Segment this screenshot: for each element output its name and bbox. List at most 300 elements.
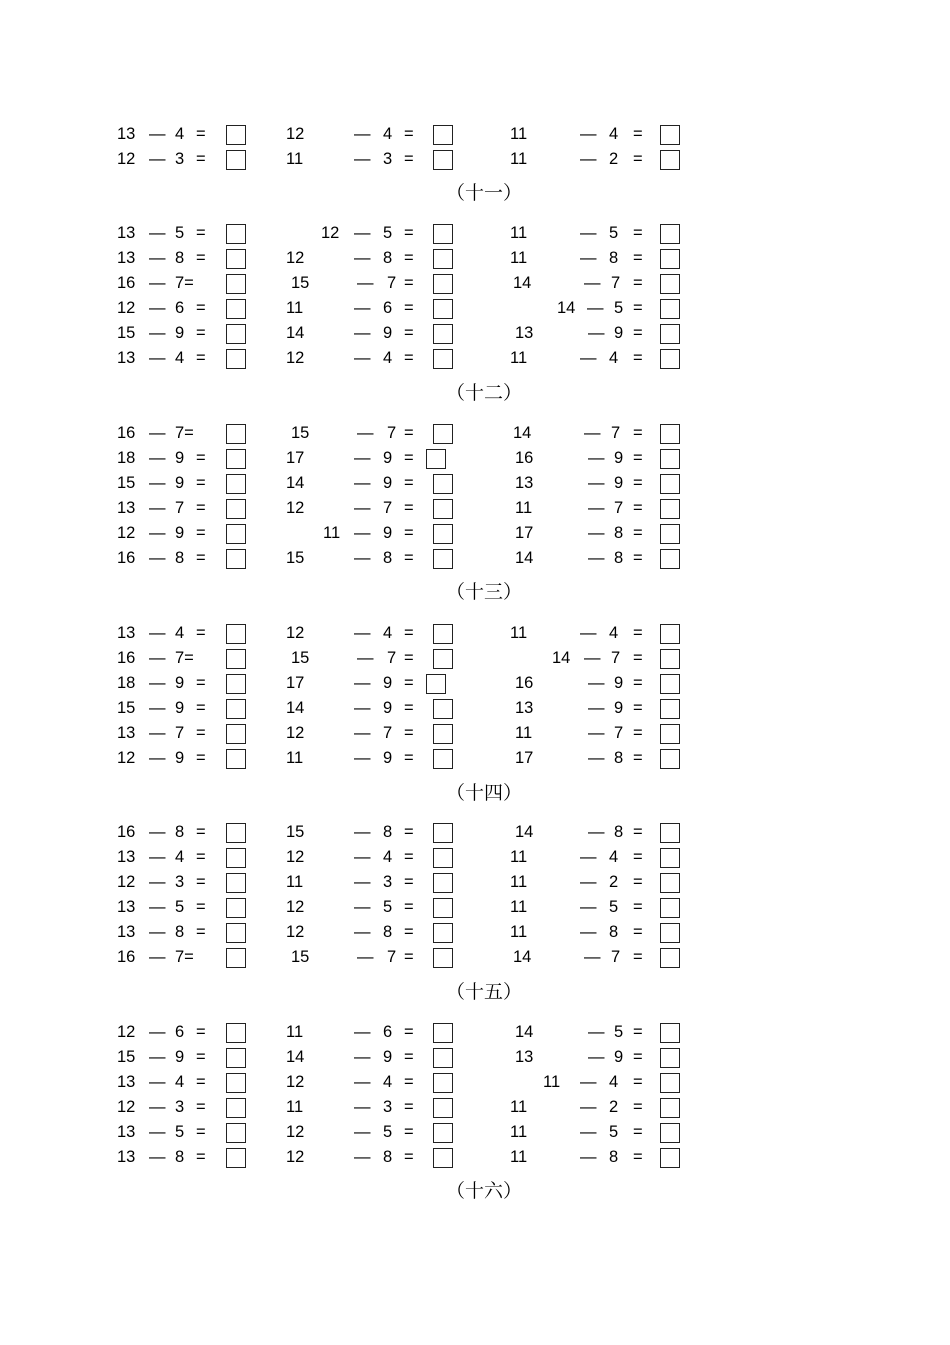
minus-sign: — — [354, 749, 371, 767]
subtrahend: 9 — [614, 474, 624, 492]
answer-box[interactable] — [433, 299, 453, 319]
subtrahend: 7 — [383, 724, 393, 742]
minus-sign: — — [354, 499, 371, 517]
answer-box[interactable] — [660, 249, 680, 269]
minus-sign: — — [149, 1073, 166, 1091]
equals-sign: = — [404, 299, 414, 317]
answer-box[interactable] — [226, 1123, 246, 1143]
subtrahend: 8 — [383, 1148, 393, 1166]
answer-box[interactable] — [433, 125, 453, 145]
minus-sign: — — [149, 1023, 166, 1041]
equals-sign: = — [633, 749, 643, 767]
minus-sign: — — [588, 1023, 605, 1041]
minus-sign: — — [149, 324, 166, 342]
minuend: 11 — [510, 873, 528, 891]
equals-sign: = — [196, 324, 206, 342]
answer-box[interactable] — [660, 1123, 680, 1143]
equals-sign: = — [196, 724, 206, 742]
equals-sign: = — [404, 324, 414, 342]
minuend: 12 — [117, 299, 136, 317]
minuend: 14 — [513, 424, 532, 442]
answer-box[interactable] — [660, 649, 680, 669]
minuend: 12 — [286, 1073, 305, 1091]
answer-box[interactable] — [660, 823, 680, 843]
minus-sign: — — [149, 224, 166, 242]
answer-box[interactable] — [660, 699, 680, 719]
minuend: 13 — [117, 1123, 136, 1141]
equals-sign: = — [404, 823, 414, 841]
equals-sign: = — [196, 499, 206, 517]
answer-box[interactable] — [426, 674, 446, 694]
answer-box[interactable] — [433, 224, 453, 244]
answer-box[interactable] — [226, 274, 246, 294]
minuend: 11 — [510, 624, 528, 642]
minus-sign: — — [580, 898, 597, 916]
answer-box[interactable] — [226, 674, 246, 694]
equals-sign: = — [196, 150, 206, 168]
minuend: 16 — [117, 424, 136, 442]
minus-sign: — — [149, 948, 166, 966]
equals-sign: = — [633, 249, 643, 267]
minuend: 17 — [515, 524, 534, 542]
answer-box[interactable] — [226, 823, 246, 843]
subtrahend: 7 — [611, 424, 621, 442]
minus-sign: — — [588, 324, 605, 342]
subtrahend: 5 — [383, 898, 393, 916]
minuend: 14 — [515, 1023, 534, 1041]
subtrahend: 3 — [175, 150, 185, 168]
subtrahend: 7 — [611, 948, 621, 966]
minus-sign: — — [580, 1123, 597, 1141]
minuend: 12 — [321, 224, 340, 242]
subtrahend: 7 — [387, 274, 397, 292]
answer-box[interactable] — [226, 125, 246, 145]
subtrahend: 4 — [609, 848, 619, 866]
equals-sign: = — [196, 749, 206, 767]
answer-box[interactable] — [226, 474, 246, 494]
answer-box[interactable] — [433, 873, 453, 893]
subtrahend: 8 — [383, 249, 393, 267]
subtrahend: 9 — [175, 674, 185, 692]
answer-box[interactable] — [433, 823, 453, 843]
answer-box[interactable] — [226, 873, 246, 893]
answer-box[interactable] — [433, 549, 453, 569]
subtrahend: 8 — [614, 749, 624, 767]
minuend: 13 — [117, 224, 136, 242]
equals-sign: = — [633, 848, 643, 866]
minus-sign: — — [354, 923, 371, 941]
answer-box[interactable] — [226, 150, 246, 170]
subtrahend: 2 — [609, 873, 619, 891]
minuend: 13 — [117, 624, 136, 642]
minuend: 16 — [117, 823, 136, 841]
subtrahend: 7 — [611, 274, 621, 292]
answer-box[interactable] — [660, 1098, 680, 1118]
minuend: 11 — [510, 249, 528, 267]
equals-sign: = — [404, 649, 414, 667]
minuend: 11 — [543, 1073, 561, 1091]
answer-box[interactable] — [433, 649, 453, 669]
answer-box[interactable] — [226, 224, 246, 244]
minuend: 17 — [286, 674, 305, 692]
minuend: 14 — [513, 274, 532, 292]
answer-box[interactable] — [660, 674, 680, 694]
answer-box[interactable] — [660, 224, 680, 244]
minus-sign: — — [580, 923, 597, 941]
answer-box[interactable] — [226, 749, 246, 769]
equals-sign: = — [633, 274, 643, 292]
subtrahend: 8 — [609, 923, 619, 941]
minus-sign: — — [354, 724, 371, 742]
equals-sign: = — [633, 923, 643, 941]
answer-box[interactable] — [660, 274, 680, 294]
minus-sign: — — [149, 1048, 166, 1066]
subtrahend: 4 — [175, 125, 185, 143]
answer-box[interactable] — [226, 449, 246, 469]
equals-sign: = — [633, 324, 643, 342]
subtrahend: 9 — [614, 324, 624, 342]
equals-sign: = — [196, 1148, 206, 1166]
minus-sign: — — [580, 224, 597, 242]
equals-sign: = — [404, 549, 414, 567]
answer-box[interactable] — [226, 424, 246, 444]
minus-sign: — — [588, 449, 605, 467]
answer-box[interactable] — [433, 1023, 453, 1043]
minus-sign: — — [354, 624, 371, 642]
answer-box[interactable] — [660, 324, 680, 344]
minus-sign: — — [354, 1073, 371, 1091]
equals-sign: = — [633, 1148, 643, 1166]
answer-box[interactable] — [660, 1073, 680, 1093]
equals-sign: = — [404, 524, 414, 542]
answer-box[interactable] — [226, 499, 246, 519]
answer-box[interactable] — [660, 499, 680, 519]
subtrahend: 9 — [383, 674, 393, 692]
minus-sign: — — [149, 749, 166, 767]
subtrahend: 9 — [175, 474, 185, 492]
answer-box[interactable] — [226, 848, 246, 868]
answer-box[interactable] — [226, 299, 246, 319]
minus-sign: — — [354, 823, 371, 841]
answer-box[interactable] — [226, 1073, 246, 1093]
equals-sign: = — [404, 674, 414, 692]
minuend: 14 — [552, 649, 571, 667]
answer-box[interactable] — [660, 1048, 680, 1068]
answer-box[interactable] — [433, 1148, 453, 1168]
minus-sign: — — [354, 873, 371, 891]
equals-sign: = — [404, 1123, 414, 1141]
answer-box[interactable] — [433, 898, 453, 918]
subtrahend: 9 — [175, 449, 185, 467]
minus-sign: — — [354, 299, 371, 317]
equals-sign: = — [633, 1098, 643, 1116]
answer-box[interactable] — [226, 524, 246, 544]
answer-box[interactable] — [226, 1148, 246, 1168]
minus-sign: — — [357, 424, 374, 442]
minuend: 11 — [515, 499, 533, 517]
minus-sign: — — [588, 499, 605, 517]
equals-sign: = — [633, 1048, 643, 1066]
answer-box[interactable] — [660, 125, 680, 145]
equals-sign: = — [404, 749, 414, 767]
answer-box[interactable] — [433, 274, 453, 294]
answer-box[interactable] — [660, 349, 680, 369]
subtrahend: 5 — [175, 224, 185, 242]
minuend: 13 — [117, 499, 136, 517]
equals-sign: = — [196, 873, 206, 891]
minuend: 12 — [286, 724, 305, 742]
equals-sign: = — [404, 923, 414, 941]
minus-sign: — — [354, 449, 371, 467]
equals-sign: = — [404, 1048, 414, 1066]
minus-sign: — — [354, 1048, 371, 1066]
minus-sign: — — [149, 474, 166, 492]
subtrahend: 5 — [383, 1123, 393, 1141]
answer-box[interactable] — [226, 324, 246, 344]
minuend: 13 — [117, 349, 136, 367]
answer-box[interactable] — [660, 724, 680, 744]
minuend: 11 — [515, 724, 533, 742]
answer-box[interactable] — [226, 923, 246, 943]
answer-box[interactable] — [433, 1048, 453, 1068]
answer-box[interactable] — [226, 1048, 246, 1068]
minus-sign: — — [354, 524, 371, 542]
subtrahend: 7= — [175, 274, 194, 292]
answer-box[interactable] — [660, 524, 680, 544]
equals-sign: = — [404, 948, 414, 966]
subtrahend: 9 — [175, 324, 185, 342]
minus-sign: — — [354, 848, 371, 866]
answer-box[interactable] — [226, 624, 246, 644]
equals-sign: = — [196, 349, 206, 367]
subtrahend: 8 — [383, 549, 393, 567]
answer-box[interactable] — [433, 249, 453, 269]
answer-box[interactable] — [660, 848, 680, 868]
answer-box[interactable] — [433, 699, 453, 719]
minuend: 13 — [515, 699, 534, 717]
subtrahend: 9 — [614, 674, 624, 692]
answer-box[interactable] — [433, 150, 453, 170]
subtrahend: 9 — [383, 749, 393, 767]
answer-box[interactable] — [226, 1023, 246, 1043]
equals-sign: = — [404, 224, 414, 242]
minus-sign: — — [149, 898, 166, 916]
subtrahend: 8 — [175, 1148, 185, 1166]
subtrahend: 9 — [614, 1048, 624, 1066]
answer-box[interactable] — [660, 424, 680, 444]
subtrahend: 7 — [387, 424, 397, 442]
answer-box[interactable] — [660, 873, 680, 893]
minus-sign: — — [357, 274, 374, 292]
answer-box[interactable] — [426, 449, 446, 469]
equals-sign: = — [633, 873, 643, 891]
answer-box[interactable] — [660, 749, 680, 769]
minus-sign: — — [354, 249, 371, 267]
minuend: 14 — [515, 823, 534, 841]
minuend: 16 — [515, 449, 534, 467]
minus-sign: — — [580, 624, 597, 642]
equals-sign: = — [196, 549, 206, 567]
subtrahend: 7 — [387, 649, 397, 667]
subtrahend: 5 — [614, 299, 624, 317]
answer-box[interactable] — [433, 524, 453, 544]
answer-box[interactable] — [226, 724, 246, 744]
answer-box[interactable] — [226, 948, 246, 968]
answer-box[interactable] — [660, 299, 680, 319]
minus-sign: — — [354, 125, 371, 143]
equals-sign: = — [196, 1073, 206, 1091]
minuend: 14 — [286, 1048, 305, 1066]
answer-box[interactable] — [433, 848, 453, 868]
minus-sign: — — [149, 1148, 166, 1166]
answer-box[interactable] — [660, 150, 680, 170]
minus-sign: — — [588, 749, 605, 767]
answer-box[interactable] — [226, 349, 246, 369]
answer-box[interactable] — [660, 923, 680, 943]
subtrahend: 9 — [383, 324, 393, 342]
equals-sign: = — [633, 948, 643, 966]
equals-sign: = — [633, 125, 643, 143]
minus-sign: — — [354, 1023, 371, 1041]
equals-sign: = — [633, 674, 643, 692]
subtrahend: 4 — [383, 1073, 393, 1091]
subtrahend: 5 — [614, 1023, 624, 1041]
equals-sign: = — [633, 624, 643, 642]
minuend: 12 — [286, 1148, 305, 1166]
equals-sign: = — [196, 249, 206, 267]
minuend: 15 — [286, 823, 305, 841]
equals-sign: = — [196, 1023, 206, 1041]
minuend: 14 — [515, 549, 534, 567]
minuend: 12 — [117, 749, 136, 767]
answer-box[interactable] — [660, 624, 680, 644]
answer-box[interactable] — [660, 898, 680, 918]
answer-box[interactable] — [660, 449, 680, 469]
equals-sign: = — [633, 1073, 643, 1091]
minus-sign: — — [149, 125, 166, 143]
minuend: 11 — [286, 150, 304, 168]
minus-sign: — — [149, 1098, 166, 1116]
answer-box[interactable] — [660, 1148, 680, 1168]
answer-box[interactable] — [433, 424, 453, 444]
equals-sign: = — [633, 524, 643, 542]
answer-box[interactable] — [433, 474, 453, 494]
equals-sign: = — [633, 424, 643, 442]
minus-sign: — — [354, 324, 371, 342]
answer-box[interactable] — [226, 649, 246, 669]
subtrahend: 9 — [175, 1048, 185, 1066]
answer-box[interactable] — [660, 549, 680, 569]
answer-box[interactable] — [226, 249, 246, 269]
equals-sign: = — [404, 699, 414, 717]
minuend: 15 — [286, 549, 305, 567]
minus-sign: — — [149, 249, 166, 267]
minus-sign: — — [354, 1148, 371, 1166]
equals-sign: = — [404, 848, 414, 866]
answer-box[interactable] — [226, 549, 246, 569]
answer-box[interactable] — [433, 324, 453, 344]
subtrahend: 8 — [175, 823, 185, 841]
minus-sign: — — [580, 873, 597, 891]
answer-box[interactable] — [433, 1073, 453, 1093]
minus-sign: — — [149, 449, 166, 467]
answer-box[interactable] — [433, 1098, 453, 1118]
minus-sign: — — [580, 249, 597, 267]
section-label: （十五） — [446, 981, 523, 1003]
answer-box[interactable] — [433, 923, 453, 943]
minuend: 18 — [117, 449, 136, 467]
subtrahend: 4 — [609, 1073, 619, 1091]
equals-sign: = — [404, 274, 414, 292]
minuend: 16 — [117, 274, 136, 292]
answer-box[interactable] — [433, 1123, 453, 1143]
equals-sign: = — [196, 1048, 206, 1066]
subtrahend: 4 — [175, 848, 185, 866]
equals-sign: = — [404, 150, 414, 168]
subtrahend: 9 — [175, 524, 185, 542]
subtrahend: 4 — [383, 624, 393, 642]
equals-sign: = — [196, 125, 206, 143]
answer-box[interactable] — [433, 948, 453, 968]
equals-sign: = — [196, 1123, 206, 1141]
subtrahend: 7 — [383, 499, 393, 517]
minuend: 12 — [286, 349, 305, 367]
section-label: （十四） — [446, 782, 523, 804]
answer-box[interactable] — [433, 749, 453, 769]
subtrahend: 9 — [383, 474, 393, 492]
minuend: 14 — [286, 474, 305, 492]
minuend: 11 — [286, 299, 304, 317]
answer-box[interactable] — [433, 349, 453, 369]
answer-box[interactable] — [226, 699, 246, 719]
minuend: 12 — [286, 624, 305, 642]
answer-box[interactable] — [226, 898, 246, 918]
minuend: 11 — [286, 1023, 304, 1041]
equals-sign: = — [633, 724, 643, 742]
minus-sign: — — [354, 699, 371, 717]
minuend: 11 — [510, 224, 528, 242]
minuend: 11 — [510, 1098, 528, 1116]
subtrahend: 6 — [383, 299, 393, 317]
subtrahend: 7 — [611, 649, 621, 667]
answer-box[interactable] — [660, 948, 680, 968]
answer-box[interactable] — [433, 724, 453, 744]
answer-box[interactable] — [226, 1098, 246, 1118]
subtrahend: 5 — [609, 898, 619, 916]
subtrahend: 9 — [614, 699, 624, 717]
subtrahend: 5 — [609, 224, 619, 242]
equals-sign: = — [404, 499, 414, 517]
answer-box[interactable] — [660, 474, 680, 494]
minuend: 11 — [510, 1123, 528, 1141]
answer-box[interactable] — [660, 1023, 680, 1043]
minus-sign: — — [354, 349, 371, 367]
minuend: 11 — [510, 150, 528, 168]
answer-box[interactable] — [433, 624, 453, 644]
subtrahend: 3 — [383, 873, 393, 891]
subtrahend: 7 — [175, 499, 185, 517]
minuend: 17 — [286, 449, 305, 467]
minuend: 11 — [510, 125, 528, 143]
answer-box[interactable] — [433, 499, 453, 519]
subtrahend: 5 — [175, 898, 185, 916]
minuend: 14 — [557, 299, 576, 317]
minuend: 11 — [323, 524, 341, 542]
subtrahend: 6 — [175, 299, 185, 317]
minus-sign: — — [588, 823, 605, 841]
minuend: 13 — [117, 125, 136, 143]
minuend: 16 — [117, 549, 136, 567]
